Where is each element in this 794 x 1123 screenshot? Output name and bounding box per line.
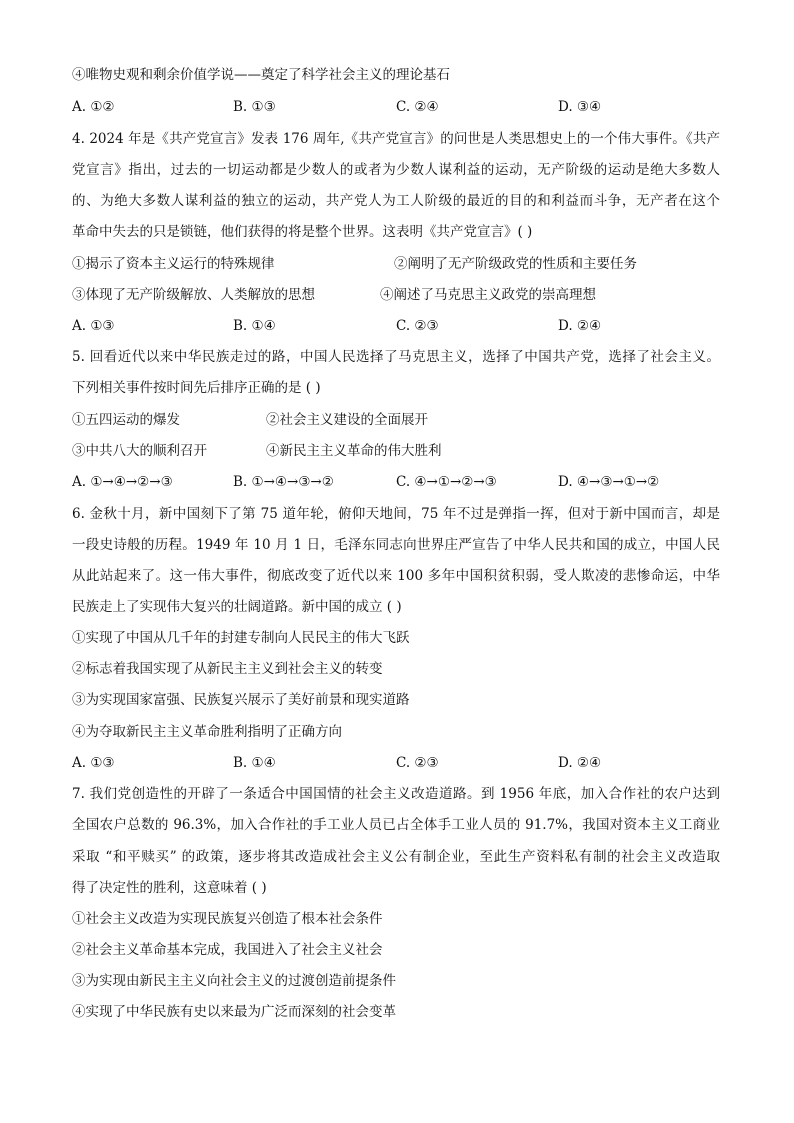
q5-statement-2: ②社会主义建设的全面展开 <box>266 412 428 428</box>
q6-option-b: B. ①④ <box>233 755 276 771</box>
q4-stem-line: 革命中失去的只是锁链，他们获得的将是整个世界。这表明《共产党宣言》( ) <box>72 224 533 240</box>
q7-stem-line: 7. 我们党创造性的开辟了一条适合中国国情的社会主义改造道路。到 1956 年底，加入合作社的农户达到 <box>72 786 720 802</box>
q3-option-c: C. ②④ <box>396 99 439 115</box>
q5-stem-line: 下列相关事件按时间先后排序正确的是 ( ) <box>72 380 321 396</box>
q6-option-c: C. ②③ <box>396 755 439 771</box>
q5-statement-4: ④新民主主义革命的伟大胜利 <box>266 443 442 459</box>
q3-option-d: D. ③④ <box>558 99 602 115</box>
q7-stem-line: 得了决定性的胜利，这意味着 ( ) <box>72 880 267 896</box>
q5-option-c: C. ④→①→②→③ <box>396 474 497 490</box>
q7-stem-line: 采取 “和平赎买” 的政策，逐步将其改造成社会主义公有制企业，至此生产资料私有制的社会主义改造取 <box>72 849 720 865</box>
q6-statement-1: ①实现了中国从几千年的封建专制向人民民主的伟大飞跃 <box>72 630 410 646</box>
q3-option-b: B. ①③ <box>233 99 276 115</box>
q4-stem-line: 党宣言》指出，过去的一切运动都是少数人的或者为少数人谋利益的运动，无产阶级的运动是绝大多数人 <box>72 162 720 178</box>
q5-statement-1: ①五四运动的爆发 <box>72 412 180 428</box>
q4-option-b: B. ①④ <box>233 318 276 334</box>
q6-stem-line: 民族走上了实现伟大复兴的壮阔道路。新中国的成立 ( ) <box>72 599 402 615</box>
q4-statement-2: ②阐明了无产阶级政党的性质和主要任务 <box>394 256 637 272</box>
q4-option-d: D. ②④ <box>558 318 602 334</box>
q6-option-d: D. ②④ <box>558 755 602 771</box>
q7-statement-2: ②社会主义革命基本完成，我国进入了社会主义社会 <box>72 942 383 958</box>
q5-option-b: B. ①→④→③→② <box>233 474 334 490</box>
q6-statement-3: ③为实现国家富强、民族复兴展示了美好前景和现实道路 <box>72 692 410 708</box>
q4-option-c: C. ②③ <box>396 318 439 334</box>
q4-stem-line: 的、为绝大多数人谋利益的独立的运动，共产党人为工人阶级的最近的目的和利益而斗争，无产者在这个 <box>72 193 720 209</box>
q5-option-a: A. ①→④→②→③ <box>72 474 173 490</box>
q4-statement-1: ①揭示了资本主义运行的特殊规律 <box>72 256 275 272</box>
q4-statement-4: ④阐述了马克思主义政党的崇高理想 <box>380 287 596 303</box>
q6-statement-2: ②标志着我国实现了从新民主主义到社会主义的转变 <box>72 661 383 677</box>
q6-stem-line: 一段史诗般的历程。1949 年 10 月 1 日，毛泽东同志向世界庄严宣告了中华人民共和国的成立，中国人民 <box>72 537 720 553</box>
q6-stem-line: 从此站起来了。这一伟大事件，彻底改变了近代以来 100 多年中国积贫积弱，受人欺凌的悲惨命运，中华 <box>72 568 720 584</box>
q7-statement-4: ④实现了中华民族有史以来最为广泛而深刻的社会变革 <box>72 1004 396 1020</box>
q7-statement-3: ③为实现由新民主主义向社会主义的过渡创造前提条件 <box>72 973 396 989</box>
q5-statement-3: ③中共八大的顺利召开 <box>72 443 207 459</box>
q4-statement-3: ③体现了无产阶级解放、人类解放的思想 <box>72 287 315 303</box>
q3-option-a: A. ①② <box>72 99 115 115</box>
q6-stem-line: 6. 金秋十月，新中国刻下了第 75 道年轮，俯仰天地间，75 年不过是弹指一挥，但对于新中国而言，却是 <box>72 506 720 522</box>
q6-statement-4: ④为夺取新民主主义革命胜利指明了正确方向 <box>72 724 342 740</box>
q7-statement-1: ①社会主义改造为实现民族复兴创造了根本社会条件 <box>72 911 383 927</box>
q4-option-a: A. ①③ <box>72 318 115 334</box>
q4-stem-line: 4. 2024 年是《共产党宣言》发表 176 周年,《共产党宣言》的问世是人类思想史上的一个伟大事件。《共产 <box>72 131 720 147</box>
q6-option-a: A. ①③ <box>72 755 115 771</box>
q5-stem-line: 5. 回看近代以来中华民族走过的路，中国人民选择了马克思主义，选择了中国共产党，选择了社会主义。 <box>72 349 720 365</box>
q5-option-d: D. ④→③→①→② <box>558 474 660 490</box>
q7-stem-line: 全国农户总数的 96.3%，加入合作社的手工业人员已占全体手工业人员的 91.7%，我国对资本主义工商业 <box>72 817 720 833</box>
q3-statement-4: ④唯物史观和剩余价值学说——奠定了科学社会主义的理论基石 <box>72 67 450 83</box>
